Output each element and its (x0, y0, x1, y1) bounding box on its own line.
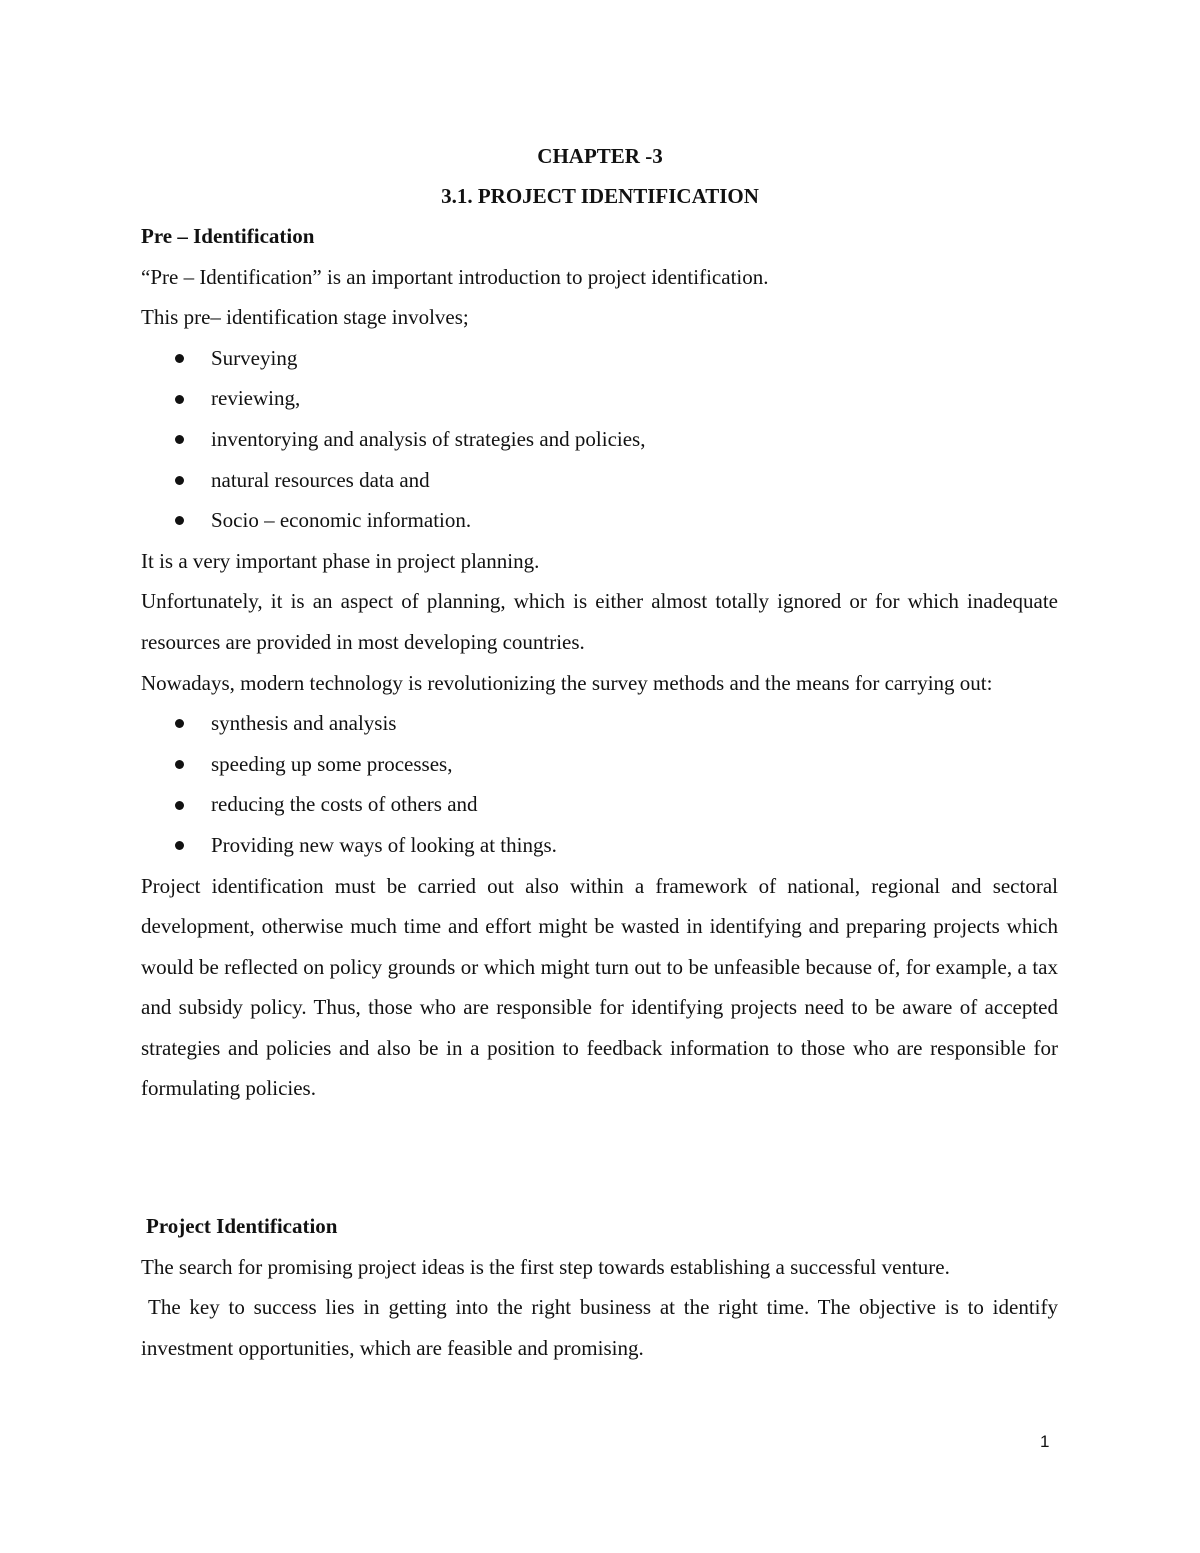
bullet-icon (175, 719, 184, 728)
bullet-icon (175, 760, 184, 769)
project-identification-section (141, 1206, 1058, 1368)
framework-paragraph: Project identification must be carried out also within a framework of national, regional and sectoral development, otherwise much time and effort might be wasted in identifying and preparing projects which would be reflected on policy grounds or which might turn out to be unfeasible because of, for example, a tax and subsidy policy. Thus, those who are responsible for identifying projects need to be aware of accepted strategies and policies and also be in a position to feedback information to those who are responsible for formulating policies. (141, 873, 1058, 1101)
project-identification-heading: Project Identification (146, 1214, 338, 1238)
search-line: The search for promising project ideas is the first step towards establishing a successful venture. (141, 1254, 950, 1279)
list-item: Surveying (141, 338, 1058, 379)
technology-bullet-list (141, 703, 1058, 865)
list-item: Providing new ways of looking at things. (141, 825, 1058, 866)
list-item: natural resources data and (141, 460, 1058, 501)
nowadays-paragraph: Nowadays, modern technology is revolutionizing the survey methods and the means for carrying out: (141, 670, 993, 695)
chapter-heading: CHAPTER -3 (537, 144, 663, 168)
page-number: 1 (1040, 1432, 1050, 1451)
bullet-icon (175, 841, 184, 850)
bullet-icon (175, 354, 184, 363)
pre-identification-section (141, 216, 1058, 1109)
bullet-icon (175, 435, 184, 444)
list-item: reducing the costs of others and (141, 784, 1058, 825)
unfortunately-paragraph: Unfortunately, it is an aspect of planning, which is either almost totally ignored or for which inadequate resources are provided in most developing countries. (141, 589, 1058, 654)
pre-identification-heading: Pre – Identification (141, 224, 315, 248)
key-paragraph: The key to success lies in getting into the right business at the right time. The objective is to identify investment opportunities, which are feasible and promising. (141, 1295, 1058, 1360)
list-item: reviewing, (141, 378, 1058, 419)
list-item: inventorying and analysis of strategies and policies, (141, 419, 1058, 460)
stage-bullet-list (141, 338, 1058, 541)
phase-line: It is a very important phase in project planning. (141, 548, 540, 573)
list-item: synthesis and analysis (141, 703, 1058, 744)
bullet-icon (175, 395, 184, 404)
bullet-icon (175, 801, 184, 810)
section-title: 3.1. PROJECT IDENTIFICATION (441, 184, 759, 208)
pre-identification-intro: “Pre – Identification” is an important introduction to project identification. (141, 264, 769, 289)
bullet-icon (175, 476, 184, 485)
list-item: speeding up some processes, (141, 744, 1058, 785)
stage-line: This pre– identification stage involves; (141, 305, 469, 330)
list-item: Socio – economic information. (141, 500, 1058, 541)
bullet-icon (175, 516, 184, 525)
